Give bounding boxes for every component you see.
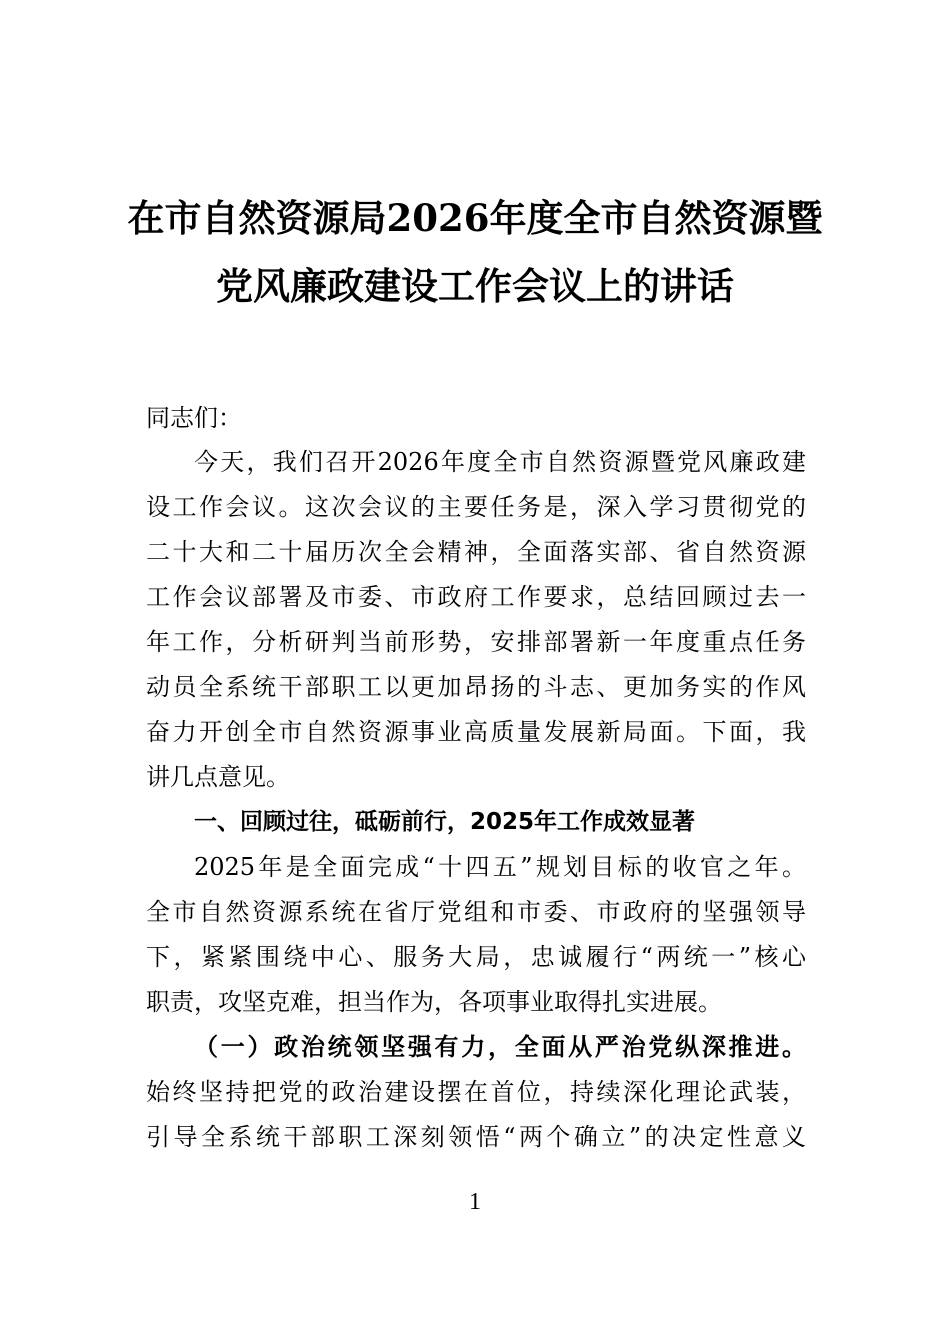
paragraph-line: 2025年是全面完成“十四五”规划目标的收官之年。 xyxy=(194,853,806,881)
document-title-line-2: 党风廉政建设工作会议上的讲话 xyxy=(216,264,734,308)
paragraph-line: 二十大和二十届历次全会精神，全面落实部、省自然资源 xyxy=(146,538,806,566)
paragraph-line: 设工作会议。这次会议的主要任务是，深入学习贯彻党的 xyxy=(146,493,806,521)
paragraph-line: 讲几点意见。 xyxy=(146,763,290,791)
paragraph-line: 始终坚持把党的政治建设摆在首位，持续深化理论武装， xyxy=(146,1078,806,1106)
paragraph-line: 今天，我们召开2026年度全市自然资源暨党风廉政建 xyxy=(194,448,806,476)
page-number: 1 xyxy=(469,1189,481,1215)
section-heading: 一、回顾过往，砥砺前行，2025年工作成效显著 xyxy=(194,809,696,835)
paragraph-line: 全市自然资源系统在省厅党组和市委、市政府的坚强领导 xyxy=(146,898,806,926)
paragraph-line: 工作会议部署及市委、市政府工作要求，总结回顾过去一 xyxy=(146,583,806,611)
document-title-line-1: 在市自然资源局2026年度全市自然资源暨 xyxy=(127,196,823,240)
paragraph-line: 下，紧紧围绕中心、服务大局，忠诚履行“两统一”核心 xyxy=(146,943,806,971)
subsection-heading: （一）政治统领坚强有力，全面从严治党纵深推进。 xyxy=(194,1032,806,1061)
paragraph-line: 动员全系统干部职工以更加昂扬的斗志、更加务实的作风 xyxy=(146,673,806,701)
salutation: 同志们： xyxy=(146,404,242,432)
paragraph-line: 年工作，分析研判当前形势，安排部署新一年度重点任务 xyxy=(146,628,806,656)
paragraph-line: 引导全系统干部职工深刻领悟“两个确立”的决定性意义 xyxy=(146,1123,806,1151)
paragraph-line: 职责，攻坚克难，担当作为，各项事业取得扎实进展。 xyxy=(146,988,722,1016)
paragraph-line: 奋力开创全市自然资源事业高质量发展新局面。下面，我 xyxy=(146,718,806,746)
